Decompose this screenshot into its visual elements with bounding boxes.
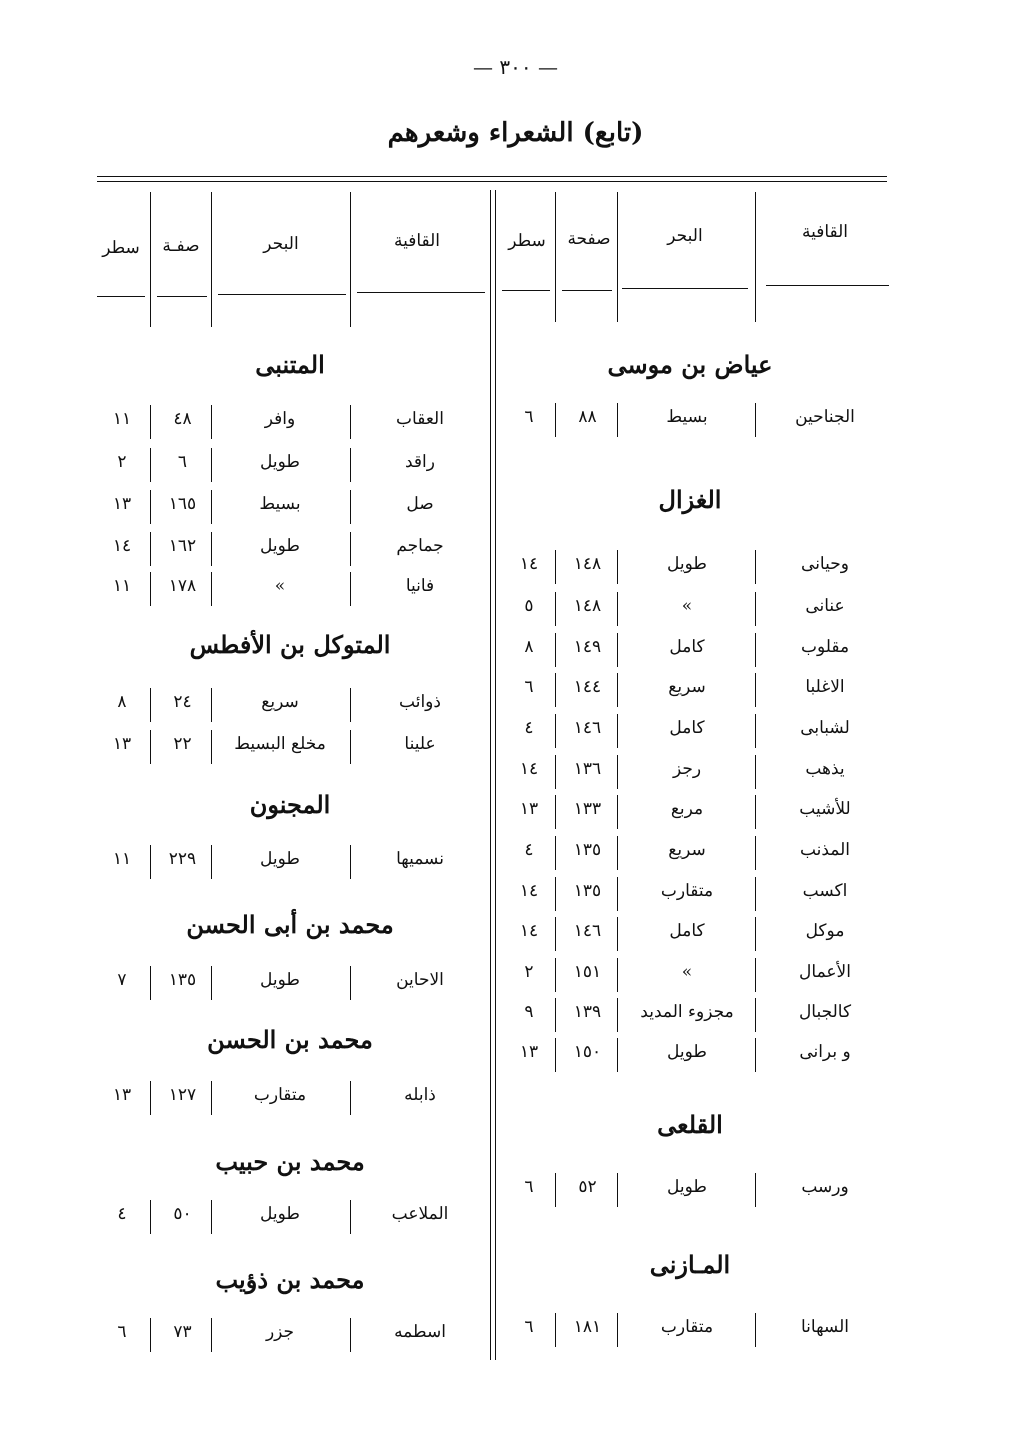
table-row: [0, 532, 1031, 562]
column-rule: [555, 795, 556, 829]
line-cell: ١٣: [112, 494, 132, 514]
column-rule: [211, 1081, 212, 1115]
column-rule: [150, 845, 151, 879]
column-rule: [211, 405, 212, 439]
page-cell: ١٤٤: [573, 677, 602, 697]
qafiya-cell: وحيانى: [801, 554, 849, 574]
bahr-cell: متقارب: [660, 881, 714, 901]
line-cell: ١٤: [519, 759, 539, 779]
qafiya-cell: راقد: [405, 452, 435, 472]
bahr-cell: طويل: [667, 554, 707, 574]
qafiya-cell: اكسب: [802, 881, 848, 901]
column-rule: [150, 532, 151, 566]
qafiya-cell: السهانا: [801, 1317, 849, 1337]
column-rule: [211, 448, 212, 482]
poet-heading: محمد بن ذؤيب: [215, 1265, 365, 1294]
header-sep: [211, 192, 212, 327]
page-cell: ١٤٩: [573, 637, 602, 657]
column-rule: [211, 688, 212, 722]
line-cell: ٢: [524, 962, 534, 982]
column-rule: [211, 532, 212, 566]
line-cell: ٦: [524, 1177, 534, 1197]
bahr-cell: بسيط: [666, 407, 708, 427]
qafiya-cell: للأشيب: [799, 799, 851, 819]
poet-heading: عياض بن موسى: [607, 350, 773, 379]
qafiya-cell: الملاعب: [391, 1204, 449, 1224]
header-sep: [755, 192, 756, 322]
column-rule: [555, 877, 556, 911]
page-cell: ٧٣: [173, 1322, 192, 1342]
line-cell: ١٤: [112, 536, 132, 556]
qafiya-cell: ورسب: [801, 1177, 849, 1197]
column-rule: [755, 633, 756, 667]
page-cell: ١٣٥: [168, 970, 197, 990]
qafiya-cell: ذابله: [404, 1085, 436, 1105]
column-rule: [350, 490, 351, 524]
bahr-cell: متقارب: [660, 1317, 714, 1337]
qafiya-cell: الاحاين: [396, 970, 444, 990]
qafiya-cell: العقاب: [396, 409, 444, 429]
bahr-cell: »: [274, 576, 286, 596]
poet-heading: المتنبى: [255, 350, 325, 379]
table-row: [0, 998, 1031, 1028]
column-rule: [555, 755, 556, 789]
bahr-cell: كامل: [669, 921, 705, 941]
line-cell: ٩: [524, 1002, 534, 1022]
qafiya-cell: فانيا: [405, 576, 435, 596]
column-rule: [350, 845, 351, 879]
table-row: [0, 966, 1031, 996]
header-sep: [555, 192, 556, 322]
poet-heading: محمد بن أبى الحسن: [186, 910, 394, 939]
column-rule: [211, 966, 212, 1000]
column-rule: [350, 532, 351, 566]
qafiya-cell: موكل: [805, 921, 845, 941]
qafiya-cell: علينا: [404, 734, 436, 754]
table-row: [0, 1200, 1031, 1230]
line-cell: ١٣: [112, 734, 132, 754]
header-sep: [150, 192, 151, 327]
column-rule: [150, 572, 151, 606]
bahr-cell: جزر: [265, 1322, 295, 1342]
column-rule: [211, 1318, 212, 1352]
column-rule: [150, 966, 151, 1000]
qafiya-cell: الأعمال: [799, 962, 851, 982]
column-rule: [350, 405, 351, 439]
table-row: [0, 405, 1031, 435]
column-rule: [755, 917, 756, 951]
line-cell: ١١: [112, 576, 132, 596]
column-rule: [350, 572, 351, 606]
line-cell: ٨: [524, 637, 534, 657]
page-cell: ٦: [177, 452, 188, 472]
line-cell: ٥: [524, 596, 534, 616]
page-cell: ١٢٧: [168, 1085, 197, 1105]
line-cell: ١١: [112, 849, 132, 869]
line-cell: ٨: [117, 692, 127, 712]
header-sep: [350, 192, 351, 327]
bahr-cell: »: [681, 962, 693, 982]
column-rule: [755, 998, 756, 1032]
table-row: [0, 1318, 1031, 1348]
column-rule: [150, 730, 151, 764]
bahr-cell: مخلع البسيط: [234, 734, 326, 754]
poet-heading: المجنون: [249, 790, 331, 819]
qafiya-cell: لشبابى: [800, 718, 850, 738]
column-rule: [150, 448, 151, 482]
page-cell: ١٣٦: [573, 759, 602, 779]
column-rule: [617, 877, 618, 911]
qafiya-cell: جماجم: [396, 536, 444, 556]
header-bahr: البحر: [667, 226, 703, 246]
poet-heading: الغزال: [658, 485, 722, 514]
page-cell: ٤٨: [173, 409, 192, 429]
column-rule: [555, 633, 556, 667]
column-rule: [350, 448, 351, 482]
header-underline: [157, 296, 207, 297]
table-row: [0, 490, 1031, 520]
page-cell: ٢٤: [173, 692, 192, 712]
header-underline: [357, 292, 485, 293]
page-cell: ١٤٦: [573, 718, 602, 738]
qafiya-cell: كالجبال: [798, 1002, 852, 1022]
column-rule: [350, 966, 351, 1000]
bahr-cell: سريع: [668, 840, 706, 860]
qafiya-cell: اسطمه: [394, 1322, 446, 1342]
table-row: [0, 688, 1031, 718]
header-qafiya: القافية: [801, 222, 849, 242]
column-rule: [755, 877, 756, 911]
page-cell: ١٣٩: [573, 1002, 602, 1022]
line-cell: ٦: [524, 677, 534, 697]
qafiya-cell: الجناحين: [795, 407, 855, 427]
column-rule: [555, 917, 556, 951]
page-cell: ٥٠: [173, 1204, 192, 1224]
column-rule: [150, 490, 151, 524]
column-rule: [755, 755, 756, 789]
page-cell: ١٤٦: [573, 921, 602, 941]
header-underline: [502, 290, 550, 291]
header-sep: [617, 192, 618, 322]
page-cell: ١٥١: [573, 962, 602, 982]
header-bahr: البحر: [263, 234, 299, 254]
page-cell: ١٨١: [573, 1317, 602, 1337]
header-underline: [622, 288, 748, 289]
column-rule: [755, 795, 756, 829]
poet-heading: القلعى: [657, 1110, 723, 1139]
line-cell: ٦: [117, 1322, 127, 1342]
header-satr: سطر: [102, 238, 140, 258]
table-row: [0, 448, 1031, 478]
line-cell: ٧: [117, 970, 127, 990]
line-cell: ١٣: [519, 799, 539, 819]
qafiya-cell: و برانى: [799, 1042, 851, 1062]
page-cell: ١٤٨: [573, 554, 602, 574]
poet-heading: محمد بن حبيب: [215, 1147, 365, 1176]
line-cell: ١٤: [519, 554, 539, 574]
bahr-cell: طويل: [260, 849, 300, 869]
bahr-cell: كامل: [669, 637, 705, 657]
line-cell: ٦: [524, 1317, 534, 1337]
header-safha: صفحة: [567, 229, 611, 249]
top-rule-inner: [97, 181, 887, 182]
column-rule: [150, 1318, 151, 1352]
line-cell: ١٤: [519, 881, 539, 901]
header-underline: [97, 296, 145, 297]
column-rule: [617, 755, 618, 789]
page-cell: ٢٢: [173, 734, 192, 754]
bahr-cell: مجزوء المديد: [640, 1002, 734, 1022]
line-cell: ١١: [112, 409, 132, 429]
header-qafiya: القافية: [393, 231, 441, 251]
table-row: [0, 877, 1031, 907]
page-cell: ٢٢٩: [168, 849, 197, 869]
column-rule: [350, 730, 351, 764]
column-rule: [150, 1200, 151, 1234]
column-rule: [150, 688, 151, 722]
table-row: [0, 1173, 1031, 1203]
qafiya-cell: ذوائب: [399, 692, 441, 712]
bahr-cell: بسيط: [259, 494, 301, 514]
header-satr: سطر: [508, 231, 546, 251]
bahr-cell: سريع: [261, 692, 299, 712]
page-cell: ١٣٥: [573, 881, 602, 901]
bahr-cell: وافر: [264, 409, 296, 429]
bahr-cell: طويل: [667, 1177, 707, 1197]
qafiya-cell: مقلوب: [800, 637, 850, 657]
table-row: [0, 572, 1031, 602]
column-rule: [150, 1081, 151, 1115]
bahr-cell: مربع: [670, 799, 704, 819]
qafiya-cell: المذنب: [799, 840, 851, 860]
line-cell: ١٣: [112, 1085, 132, 1105]
page-cell: ٥٢: [578, 1177, 597, 1197]
qafiya-cell: الاغلبا: [805, 677, 845, 697]
line-cell: ١٣: [519, 1042, 539, 1062]
poet-heading: المتوكل بن الأفطس: [189, 630, 391, 659]
column-rule: [617, 917, 618, 951]
column-rule: [617, 795, 618, 829]
column-rule: [350, 1200, 351, 1234]
page-cell: ١٦٥: [168, 494, 197, 514]
column-rule: [617, 998, 618, 1032]
page-cell: ١٣٥: [573, 840, 602, 860]
page-cell: ٨٨: [578, 407, 597, 427]
column-rule: [211, 845, 212, 879]
table-row: [0, 1081, 1031, 1111]
page-cell: ١٧٨: [168, 576, 197, 596]
line-cell: ٢: [117, 452, 127, 472]
header-underline: [562, 290, 612, 291]
bahr-cell: طويل: [667, 1042, 707, 1062]
bahr-cell: طويل: [260, 536, 300, 556]
page-cell: ١٥٠: [573, 1042, 602, 1062]
table-row: [0, 845, 1031, 875]
column-rule: [617, 633, 618, 667]
qafiya-cell: يذهب: [805, 759, 845, 779]
bahr-cell: سريع: [668, 677, 706, 697]
bahr-cell: طويل: [260, 452, 300, 472]
column-rule: [555, 998, 556, 1032]
page-number: — ٣٠٠ —: [473, 55, 558, 79]
column-rule: [211, 572, 212, 606]
column-rule: [555, 1038, 556, 1072]
column-rule: [211, 1200, 212, 1234]
header-underline: [218, 294, 346, 295]
line-cell: ٤: [117, 1204, 127, 1224]
bahr-cell: »: [681, 596, 693, 616]
line-cell: ٤: [524, 840, 534, 860]
bahr-cell: متقارب: [253, 1085, 307, 1105]
qafiya-cell: صل: [406, 494, 434, 514]
poet-heading: محمد بن الحسن: [207, 1025, 373, 1054]
line-cell: ١٤: [519, 921, 539, 941]
bahr-cell: طويل: [260, 970, 300, 990]
bahr-cell: كامل: [669, 718, 705, 738]
line-cell: ٤: [524, 718, 534, 738]
header-safha: صفـة: [162, 236, 200, 256]
page-title: (تابع) الشعراء وشعرهم: [387, 118, 644, 148]
column-rule: [755, 1038, 756, 1072]
poet-heading: المـازنى: [649, 1250, 731, 1279]
column-rule: [350, 688, 351, 722]
page-cell: ١٦٢: [168, 536, 197, 556]
column-rule: [350, 1081, 351, 1115]
qafiya-cell: عنانى: [805, 596, 845, 616]
page-cell: ١٤٨: [573, 596, 602, 616]
top-rule: [97, 176, 887, 177]
bahr-cell: رجز: [672, 759, 702, 779]
column-rule: [617, 1038, 618, 1072]
page-cell: ١٣٣: [573, 799, 602, 819]
header-underline: [766, 285, 889, 286]
column-rule: [211, 730, 212, 764]
line-cell: ٦: [524, 407, 534, 427]
column-rule: [211, 490, 212, 524]
table-row: [0, 730, 1031, 760]
bahr-cell: طويل: [260, 1204, 300, 1224]
qafiya-cell: نسميها: [396, 849, 444, 869]
column-rule: [150, 405, 151, 439]
column-rule: [350, 1318, 351, 1352]
